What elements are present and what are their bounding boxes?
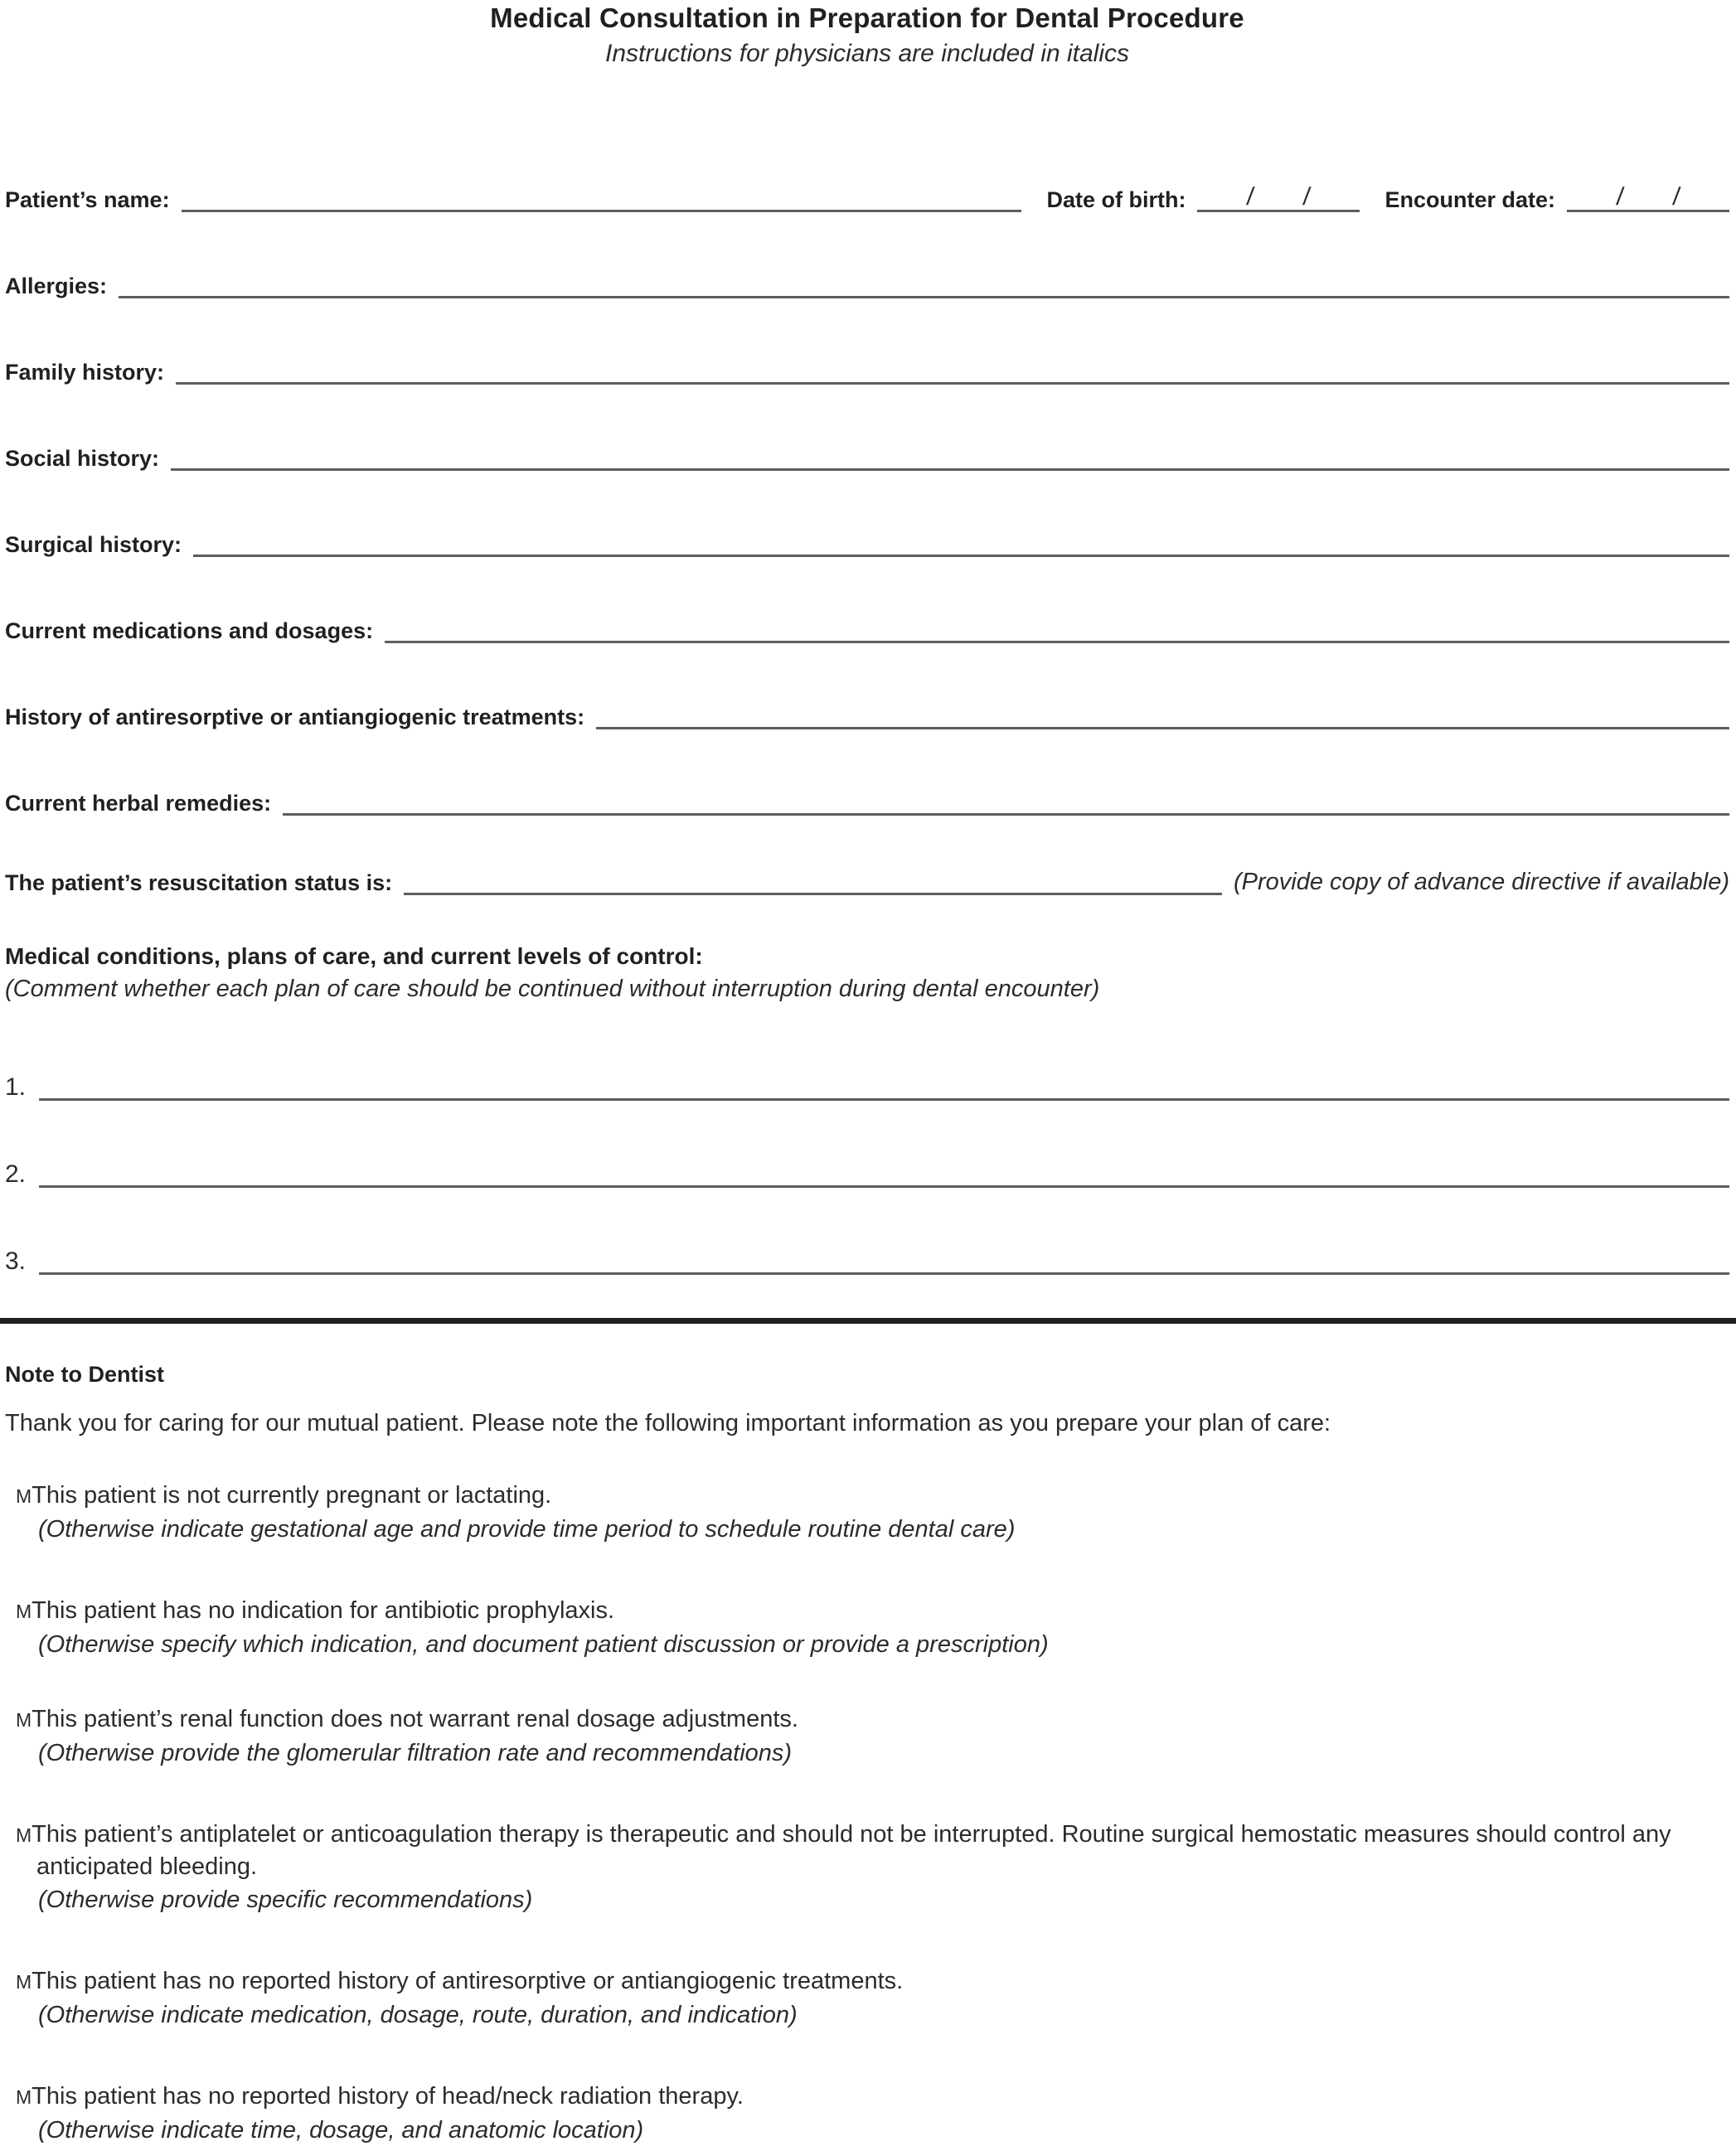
dob-label: Date of birth: (1046, 187, 1186, 212)
family-history-row (5, 354, 1729, 385)
page-title: Medical Consultation in Preparation for Dental Procedure (490, 2, 1244, 33)
antiresorptive-history-row (5, 699, 1729, 729)
allergies-line (119, 268, 1729, 298)
allergies-label: Allergies: (5, 274, 108, 298)
encounter-date-label: Encounter date: (1384, 187, 1555, 212)
note-item-statement: This patient has no reported history of head/neck radiation therapy. (32, 2083, 744, 2110)
antiresorptive-history-label: History of antiresorptive or antiangiogenic treatments: (5, 705, 585, 729)
checkbox-glyph: M (16, 1971, 32, 1993)
note-item-instruction: (Otherwise specify which indication, and document patient discussion or provide a prescription) (38, 1631, 1049, 1658)
antiresorptive-history-line (596, 699, 1729, 729)
family-history-line (176, 354, 1729, 385)
note-item-instruction: (Otherwise indicate gestational age and provide time period to schedule routine dental care) (38, 1516, 1016, 1543)
resuscitation-status-label: The patient’s resuscitation status is: (5, 870, 393, 895)
condition-line-1 (39, 1068, 1729, 1101)
encounter-date-line (1567, 182, 1729, 212)
checkbox-glyph: M (16, 1601, 32, 1622)
patient-name-line (182, 182, 1022, 212)
note-item-pregnancy (5, 1480, 1729, 1545)
checkbox-glyph: M (16, 1709, 32, 1731)
condition-row-1 (5, 1068, 1729, 1101)
social-history-row (5, 440, 1729, 471)
condition-line-2 (39, 1155, 1729, 1188)
herbal-remedies-row (5, 785, 1729, 816)
current-medications-row (5, 613, 1729, 643)
note-item-text (5, 1819, 1729, 1882)
checkbox-glyph: M (16, 1824, 32, 1846)
conditions-heading: Medical conditions, plans of care, and current levels of control: (5, 943, 703, 969)
note-item-antiresorptive (5, 1965, 1729, 2031)
advance-directive-note: (Provide copy of advance directive if available) (1233, 869, 1729, 895)
condition-row-2 (5, 1155, 1729, 1188)
herbal-remedies-label: Current herbal remedies: (5, 791, 272, 816)
resuscitation-status-row (5, 865, 1729, 895)
dob-line (1197, 182, 1360, 212)
dob-slash-1: / (1245, 183, 1256, 211)
current-medications-line (385, 613, 1729, 643)
checkbox-glyph: M (16, 1485, 32, 1507)
page-subtitle: Instructions for physicians are included in italics (605, 40, 1129, 67)
patient-name-label: Patient’s name: (5, 187, 170, 212)
section-divider (0, 1318, 1736, 1324)
note-item-radiation-therapy (5, 2081, 1729, 2146)
note-item-text (5, 1703, 1729, 1736)
patient-identity-row (5, 182, 1729, 212)
condition-line-3 (39, 1243, 1729, 1275)
note-item-antibiotic-prophylaxis (5, 1595, 1729, 1660)
note-item-text (5, 1595, 1729, 1627)
note-item-text (5, 1965, 1729, 1998)
encounter-slash-1: / (1615, 183, 1625, 211)
note-to-dentist-heading: Note to Dentist (5, 1362, 164, 1387)
checkbox-glyph: M (16, 2086, 32, 2108)
note-item-statement: This patient is not currently pregnant or lactating. (32, 1482, 552, 1509)
condition-number-1: 1. (5, 1073, 27, 1101)
note-item-text (5, 2081, 1729, 2113)
surgical-history-row (5, 526, 1729, 557)
conditions-instruction: (Comment whether each plan of care should be continued without interruption during dental encounter) (5, 976, 1100, 1002)
note-item-statement: This patient has no reported history of antiresorptive or antiangiogenic treatments. (32, 1968, 904, 1994)
note-item-renal-function (5, 1703, 1729, 1769)
family-history-label: Family history: (5, 360, 165, 385)
surgical-history-label: Surgical history: (5, 532, 182, 557)
surgical-history-line (193, 526, 1729, 557)
note-item-statement: This patient’s antiplatelet or anticoagulation therapy is therapeutic and should not be interrupted. Routine surgical hemostatic measures should control any anticipated bleeding. (32, 1821, 1671, 1880)
encounter-slash-2: / (1671, 183, 1682, 211)
note-item-statement: This patient’s renal function does not warrant renal dosage adjustments. (32, 1706, 798, 1732)
note-item-instruction: (Otherwise provide the glomerular filtration rate and recommendations) (38, 1740, 793, 1766)
note-intro: Thank you for caring for our mutual patient. Please note the following important information as you prepare your plan of care: (5, 1410, 1331, 1436)
note-item-instruction: (Otherwise indicate medication, dosage, route, duration, and indication) (38, 2002, 798, 2028)
note-item-instruction: (Otherwise indicate time, dosage, and anatomic location) (38, 2117, 644, 2144)
condition-row-3 (5, 1243, 1729, 1275)
resuscitation-status-line (404, 865, 1222, 895)
current-medications-label: Current medications and dosages: (5, 618, 374, 643)
note-item-text (5, 1480, 1729, 1512)
herbal-remedies-line (283, 785, 1729, 816)
note-item-instruction: (Otherwise provide specific recommendations) (38, 1887, 533, 1913)
social-history-line (171, 440, 1729, 471)
social-history-label: Social history: (5, 446, 160, 471)
dob-slash-2: / (1302, 183, 1312, 211)
note-item-anticoagulation (5, 1819, 1729, 1916)
condition-number-2: 2. (5, 1160, 27, 1188)
allergies-row (5, 268, 1729, 298)
condition-number-3: 3. (5, 1247, 27, 1275)
note-item-statement: This patient has no indication for antibiotic prophylaxis. (32, 1597, 615, 1624)
